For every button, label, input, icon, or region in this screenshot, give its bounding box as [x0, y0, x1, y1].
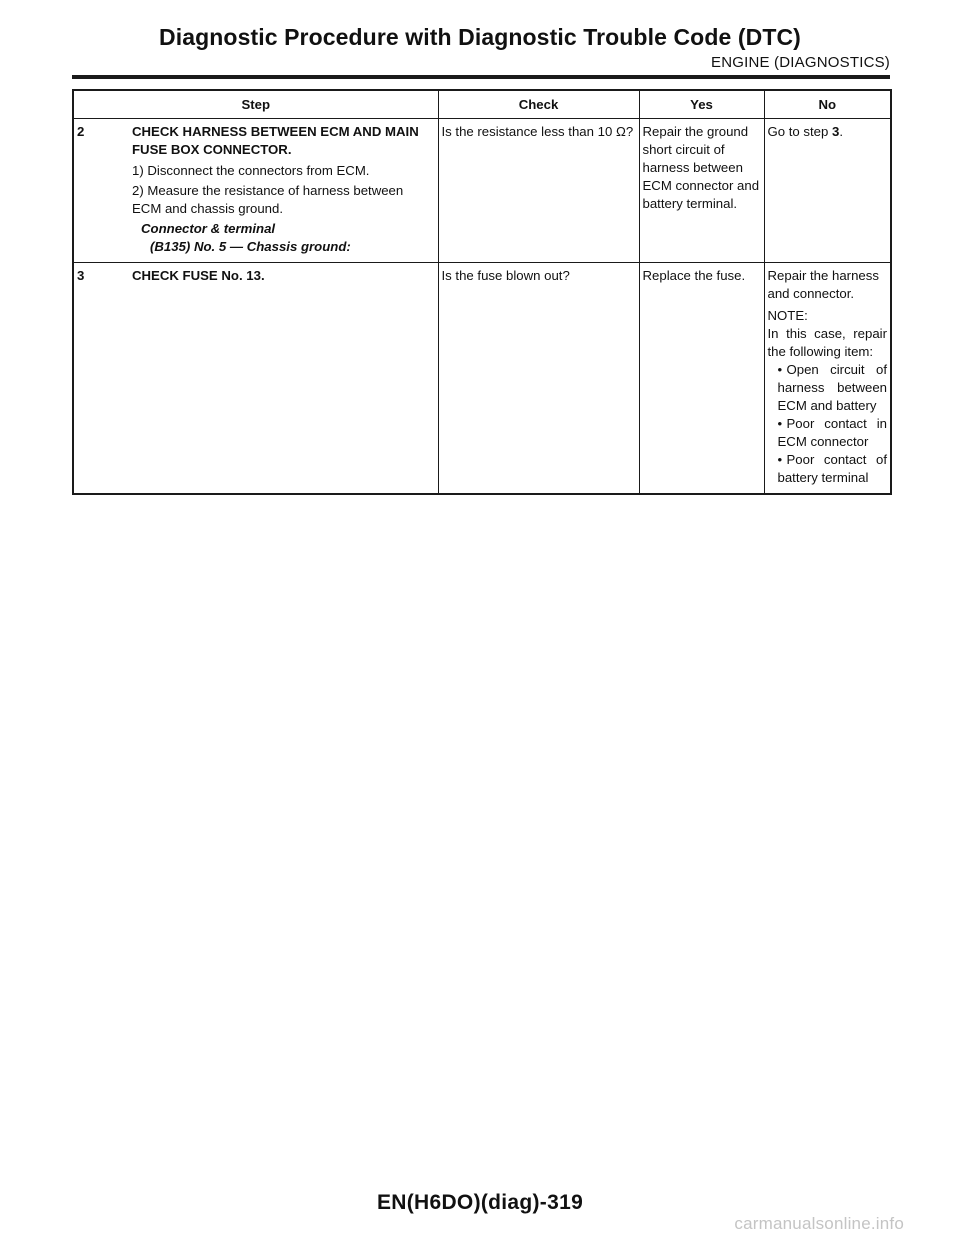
- column-header-yes: Yes: [639, 90, 764, 119]
- bullet-icon: •: [777, 362, 783, 377]
- table-header-row: [73, 90, 891, 119]
- bullet-icon: •: [777, 452, 783, 467]
- no-cell: [764, 119, 891, 263]
- step-cell: [73, 263, 438, 495]
- note-list: [768, 361, 888, 487]
- table-row: [73, 263, 891, 495]
- column-header-step: Step: [73, 90, 438, 119]
- note-label: NOTE:: [767, 308, 808, 323]
- list-item: • Poor contact of battery terminal: [777, 452, 887, 485]
- step-instruction: 2) Measure the resistance of harness between ECM and chassis ground.: [132, 183, 404, 216]
- page-title: Diagnostic Procedure with Diagnostic Trouble Code (DTC): [159, 24, 801, 50]
- column-header-no: No: [764, 90, 891, 119]
- step-title: CHECK FUSE No. 13.: [132, 268, 265, 283]
- step-cell: [73, 119, 438, 263]
- step-instruction: 1) Disconnect the connectors from ECM.: [132, 163, 370, 178]
- check-cell: Is the fuse blown out?: [438, 263, 639, 495]
- diagnostic-procedure-table: [72, 89, 892, 495]
- no-cell: [764, 263, 891, 495]
- check-cell: Is the resistance less than 10 Ω?: [438, 119, 639, 263]
- column-header-check: Check: [438, 90, 639, 119]
- spec-value: (B135) No. 5 — Chassis ground:: [150, 239, 351, 254]
- watermark: carmanualsonline.info: [734, 1214, 904, 1233]
- page-number: EN(H6DO)(diag)-319: [376, 1191, 584, 1214]
- note-text: In this case, repair the following item:: [767, 326, 887, 359]
- yes-cell: Replace the fuse.: [639, 263, 764, 495]
- step-number: 3: [77, 268, 85, 283]
- spec-heading: Connector & terminal: [141, 221, 276, 236]
- section-label: ENGINE (DIAGNOSTICS): [710, 54, 890, 71]
- list-item: • Poor contact in ECM connector: [777, 416, 887, 449]
- yes-cell: Repair the ground short circuit of harness between ECM connector and battery terminal.: [639, 119, 764, 263]
- no-text: Go to step: [767, 124, 833, 139]
- no-text-suffix: .: [839, 124, 844, 139]
- table-row: [73, 119, 891, 263]
- list-item: • Open circuit of harness between ECM and battery: [777, 362, 887, 413]
- goto-step-link[interactable]: 3: [832, 124, 840, 139]
- step-number: 2: [77, 124, 85, 139]
- no-text: Repair the harness and connector.: [767, 268, 879, 301]
- header-rule: [72, 75, 890, 79]
- step-title: CHECK HARNESS BETWEEN ECM AND MAIN FUSE BOX CONNECTOR.: [132, 124, 419, 157]
- bullet-icon: •: [777, 416, 783, 431]
- note-block: [768, 307, 888, 487]
